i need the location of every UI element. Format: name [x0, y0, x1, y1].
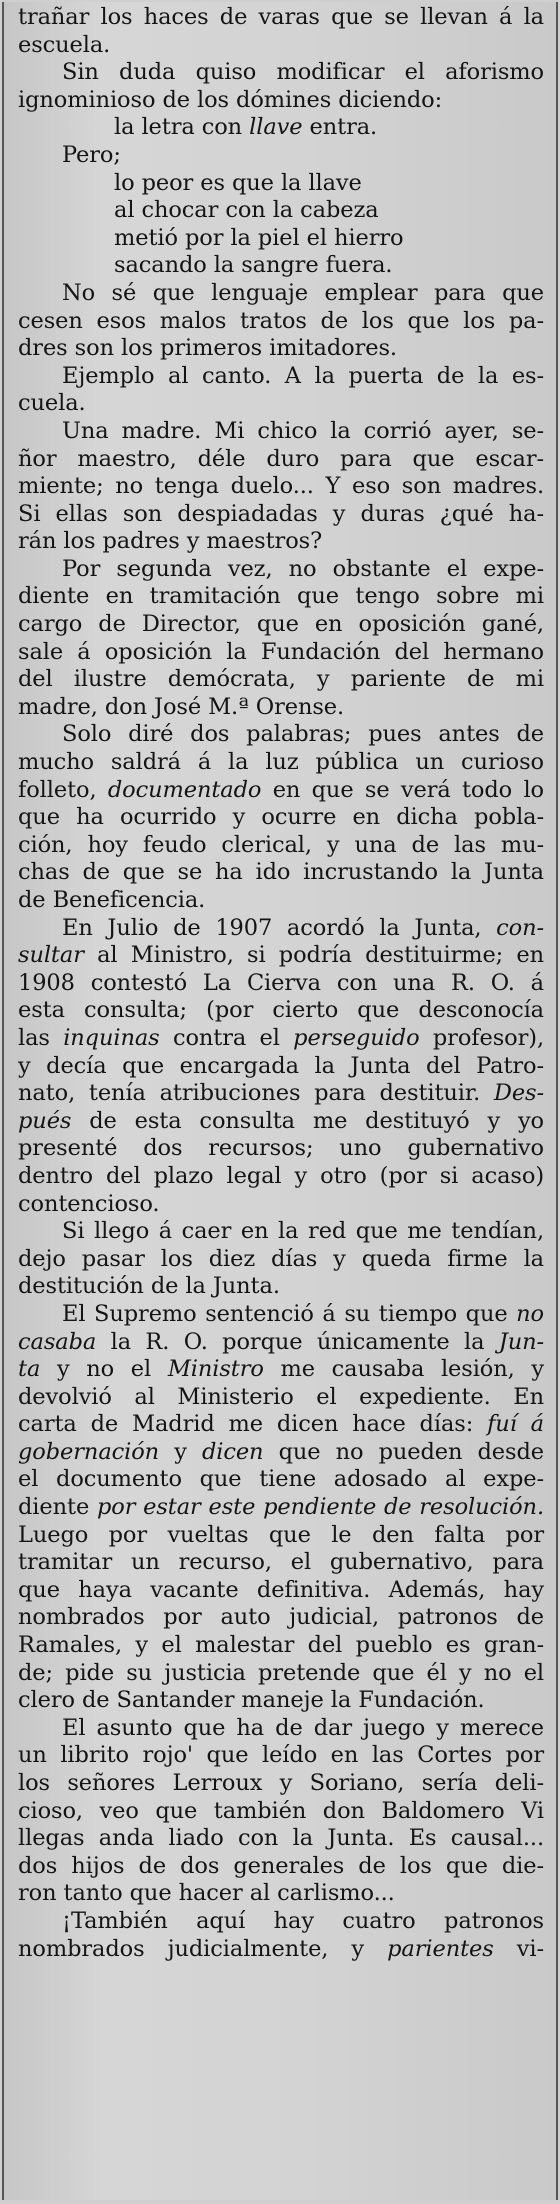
- text-line: pués de esta consulta me destituyó y yo: [18, 1107, 544, 1134]
- text-line: El Supremo sentenció á su tiempo que no: [62, 1300, 544, 1327]
- text-line: tramitar un recurso, el gubernativo, para: [18, 1549, 544, 1576]
- text-line: Solo diré dos palabras; pues antes de: [62, 721, 544, 748]
- text-line: diente por estar este pendiente de resolución.: [18, 1494, 544, 1521]
- text-line: ñor maestro, déle duro para que escar-: [18, 445, 544, 472]
- text-line: que haya vacante definitiva. Además, hay: [18, 1576, 544, 1603]
- text-line: dentro del plazo legal y otro (por si acaso): [18, 1162, 544, 1189]
- text-line: Ejemplo al canto. A la puerta de la es-: [62, 362, 544, 389]
- text-line: cuela.: [18, 390, 86, 417]
- text-line: diente en tramitación que tengo sobre mi: [18, 583, 544, 610]
- text-line: el documento que tiene adosado al expe-: [18, 1466, 544, 1493]
- text-line: El asunto que ha de dar juego y merece: [62, 1714, 544, 1741]
- text-line: nombrados judicialmente, y parientes vi-: [18, 1935, 544, 1962]
- text-line: Si llego á caer en la red que me tendían,: [62, 1218, 544, 1245]
- text-line: carta de Madrid me dicen hace días: fuí á: [18, 1411, 544, 1438]
- text-line: un librito rojo' que leído en las Cortes por: [18, 1742, 544, 1769]
- verse-line: la letra con llave entra.: [114, 114, 378, 141]
- text-line: nombrados por auto judicial, patronos de: [18, 1604, 544, 1631]
- text-line: sale á oposición la Fundación del hermano: [18, 638, 544, 665]
- text-line: escuela.: [18, 31, 111, 58]
- text-line: llegas anda liado con la Junta. Es causal...: [18, 1825, 544, 1852]
- text-line: rán los padres y maestros?: [18, 528, 323, 555]
- text-line: presenté dos recursos; uno gubernativo: [18, 1135, 544, 1162]
- text-line: Sin duda quiso modificar el aforismo: [62, 59, 544, 86]
- text-line: Una madre. Mi chico la corrió ayer, se-: [62, 417, 544, 444]
- text-line: Por segunda vez, no obstante el expe-: [62, 555, 544, 582]
- text-line: mucho saldrá á la luz pública un curioso: [18, 749, 544, 776]
- text-line: esta consulta; (por cierto que desconocía: [18, 997, 544, 1024]
- text-line: los señores Lerroux y Soriano, sería deli-: [18, 1770, 544, 1796]
- text-line: Ramales, y el malestar del pueblo es gran-: [18, 1632, 544, 1659]
- text-line: que ha ocurrido y ocurre en dicha pobla-: [18, 804, 544, 831]
- verse-line: al chocar con la cabeza: [114, 197, 379, 224]
- text-line: ignominioso de los dómines diciendo:: [18, 86, 443, 113]
- text-line: sultar al Ministro, si podría destituirme; en: [18, 942, 544, 969]
- text-line: devolvió al Ministerio el expediente. En: [18, 1383, 544, 1410]
- text-line: ¡También aquí hay cuatro patronos: [62, 1907, 544, 1934]
- text-line: las inquinas contra el perseguido profesor),: [18, 1024, 544, 1051]
- text-line: nato, tenía atribuciones para destituir. Des-: [18, 1080, 544, 1107]
- text-line: folleto, documentado en que se verá todo lo: [18, 776, 545, 803]
- text-line: dos hijos de dos generales de los que die-: [18, 1852, 544, 1879]
- text-line: dres son los primeros imitadores.: [18, 335, 397, 362]
- text-line: cioso, veo que también don Baldomero Vi: [18, 1797, 544, 1824]
- text-line: Si ellas son despiadadas y duras ¿qué ha-: [18, 500, 544, 527]
- newspaper-page: [2, 2, 558, 2200]
- text-line: En Julio de 1907 acordó la Junta, con-: [62, 914, 544, 941]
- verse-line: lo peor es que la llave: [114, 169, 362, 196]
- text-line: Luego por vueltas que le den falta por: [18, 1521, 544, 1548]
- text-line: cargo de Director, que en oposición gané,: [18, 611, 544, 638]
- text-line: chas de que se ha ido incrustando la Junta: [18, 859, 544, 886]
- text-line: Pero;: [62, 141, 121, 168]
- text-line: ción, hoy feudo clerical, y una de las mu-: [18, 831, 544, 858]
- text-line: No sé que lenguaje emplear para que: [62, 279, 544, 306]
- verse-line: metió por la piel el hierro: [114, 224, 404, 251]
- text-line: ta y no el Ministro me causaba lesión, y: [18, 1356, 544, 1383]
- text-line: madre, don José M.ª Orense.: [18, 693, 345, 720]
- text-line: de Beneficencia.: [18, 887, 206, 913]
- text-line: 1908 contestó La Cierva con una R. O. á: [18, 969, 544, 996]
- text-line: y decía que encargada la Junta del Patro-: [18, 1052, 544, 1079]
- text-line: destitución de la Junta.: [18, 1273, 280, 1300]
- text-line: de; pide su justicia pretende que él y no el: [18, 1659, 544, 1686]
- text-line: cesen esos malos tratos de los que los pa-: [18, 307, 544, 334]
- text-line: clero de Santander maneje la Fundación.: [18, 1687, 485, 1714]
- text-line: dejo pasar los diez días y queda firme la: [18, 1245, 544, 1272]
- text-line: miente; no tenga duelo... Y eso son madres.: [18, 473, 544, 500]
- text-line: gobernación y dicen que no pueden desde: [18, 1438, 544, 1465]
- text-line: ron tanto que hacer al carlismo...: [18, 1880, 395, 1907]
- text-line: casaba la R. O. porque únicamente la Jun-: [18, 1328, 544, 1355]
- text-line: del ilustre demócrata, y pariente de mi: [18, 666, 544, 693]
- text-line: contencioso.: [18, 1190, 160, 1217]
- verse-line: sacando la sangre fuera.: [114, 252, 393, 279]
- text-line: trañar los haces de varas que se llevan á la: [18, 4, 544, 30]
- article-column: [18, 4, 544, 1963]
